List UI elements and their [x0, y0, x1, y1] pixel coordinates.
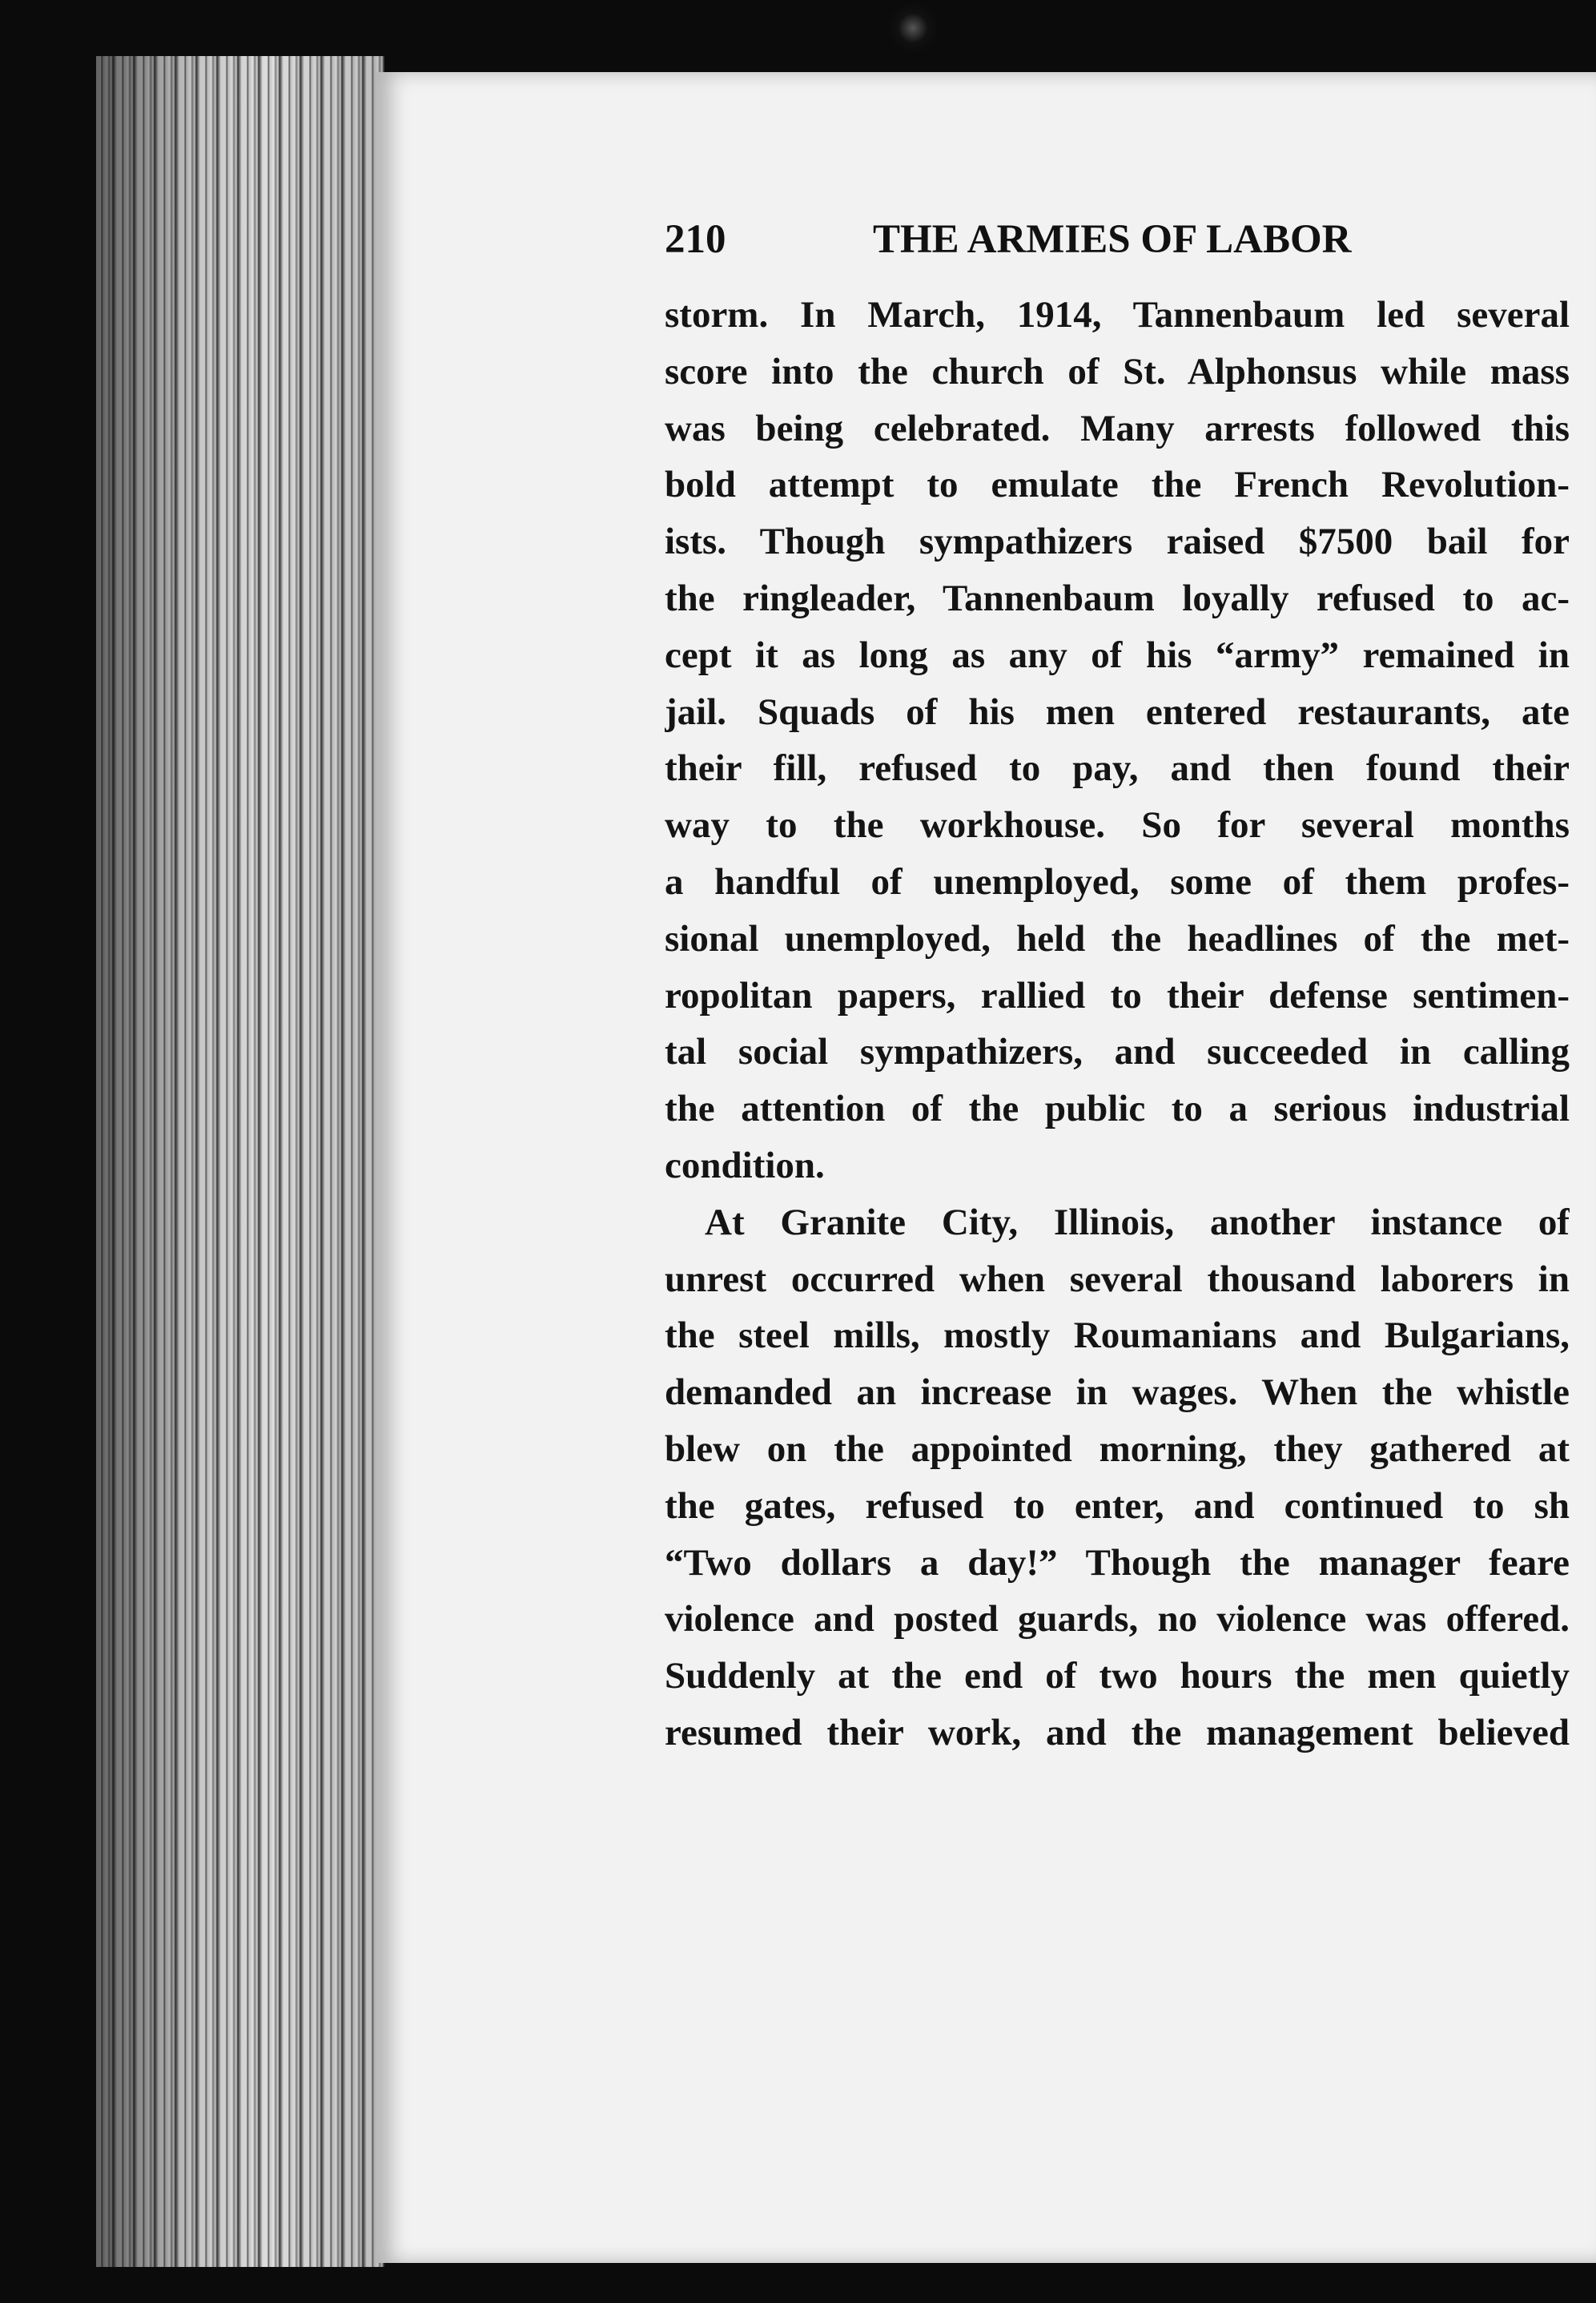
- text-line: At Granite City, Illinois, another instance of: [705, 1201, 1570, 1243]
- text-line: storm. In March, 1914, Tannenbaum led several: [665, 294, 1570, 336]
- page-number: 210: [665, 217, 726, 262]
- paragraph: [665, 287, 1570, 1194]
- text-line: violence and posted guards, no violence was offered.: [665, 1598, 1570, 1641]
- text-line: ropolitan papers, rallied to their defense sentimen-: [665, 974, 1570, 1017]
- text-line: sional unemployed, held the headlines of the met-: [665, 917, 1570, 960]
- text-line: the gates, refused to enter, and continued to sh: [665, 1484, 1570, 1527]
- text-line: unrest occurred when several thousand laborers in: [665, 1258, 1570, 1300]
- text-line: a handful of unemployed, some of them profes-: [665, 860, 1570, 903]
- text-line: ists. Though sympathizers raised $7500 bail for: [665, 521, 1570, 563]
- text-line: “Two dollars a day!” Though the manager feare: [665, 1541, 1570, 1584]
- ink-smudge: [889, 0, 937, 56]
- text-line: blew on the appointed morning, they gathered at: [665, 1427, 1570, 1470]
- text-line: the ringleader, Tannenbaum loyally refused to ac-: [665, 577, 1570, 619]
- text-line: condition.: [665, 1144, 825, 1186]
- text-line: way to the workhouse. So for several months: [665, 804, 1570, 847]
- text-line: jail. Squads of his men entered restaurants, ate: [665, 690, 1570, 733]
- text-line: resumed their work, and the management believed: [665, 1711, 1570, 1753]
- text-line: Suddenly at the end of two hours the men quietly: [665, 1655, 1570, 1697]
- text-line: their fill, refused to pay, and then found their: [665, 747, 1570, 790]
- text-line: the steel mills, mostly Roumanians and Bulgarians,: [665, 1315, 1570, 1357]
- page-header: [665, 216, 1465, 272]
- running-title: THE ARMIES OF LABOR: [873, 217, 1352, 262]
- text-line: was being celebrated. Many arrests followed this: [665, 407, 1570, 449]
- text-line: demanded an increase in wages. When the whistle: [665, 1371, 1570, 1414]
- text-line: score into the church of St. Alphonsus while mass: [665, 350, 1570, 393]
- paragraph: [665, 1194, 1570, 1761]
- text-line: the attention of the public to a serious industrial: [665, 1088, 1570, 1130]
- spine-shadow: [96, 56, 384, 2267]
- text-line: bold attempt to emulate the French Revolution-: [665, 464, 1570, 506]
- text-line: cept it as long as any of his “army” remained in: [665, 634, 1570, 676]
- text-line: tal social sympathizers, and succeeded in calling: [665, 1031, 1570, 1073]
- body-text: [665, 287, 1570, 1761]
